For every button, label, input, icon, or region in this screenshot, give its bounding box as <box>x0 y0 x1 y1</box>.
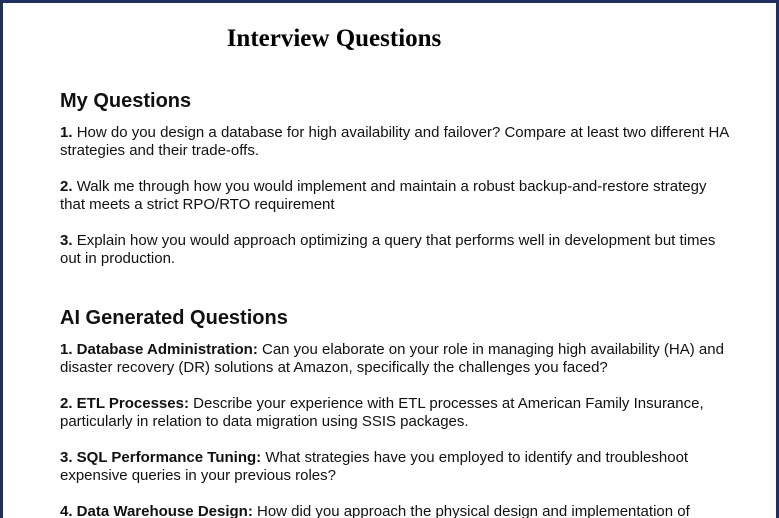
ai-question-item <box>60 449 730 485</box>
my-question-item <box>60 178 730 214</box>
ai-question-item <box>60 503 730 518</box>
question-number: 2. <box>60 178 73 195</box>
my-question-item <box>60 232 730 268</box>
my-question-item <box>60 124 730 160</box>
question-lead: 2. ETL Processes: <box>60 395 189 412</box>
my-questions-heading: My Questions <box>60 90 192 112</box>
page-title: Interview Questions <box>226 25 442 52</box>
question-lead: 4. Data Warehouse Design: <box>60 503 253 518</box>
ai-questions-heading: AI Generated Questions <box>60 307 288 329</box>
question-text: How did you approach the physical design and implementation of <box>257 503 690 518</box>
question-text: How do you design a database for high availability and failover? Compare at least two different HA strategies and their trade-offs. <box>60 124 729 159</box>
question-number: 3. <box>60 232 73 249</box>
ai-question-item <box>60 341 730 377</box>
question-number: 1. <box>60 124 73 141</box>
question-lead: 1. Database Administration: <box>60 341 258 358</box>
question-text: What strategies have you employed to identify and troubleshoot expensive queries in your previous roles? <box>60 449 689 484</box>
question-text: Walk me through how you would implement and maintain a robust backup-and-restore strategy that meets a strict RPO/RTO requirement <box>60 178 707 213</box>
question-lead: 3. SQL Performance Tuning: <box>60 449 262 466</box>
question-text: Explain how you would approach optimizing a query that performs well in development but times out in production. <box>60 232 716 267</box>
question-text: Can you elaborate on your role in managing high availability (HA) and disaster recovery (DR) solutions at Amazon, specifically the challenges you faced? <box>60 341 724 376</box>
ai-question-item <box>60 395 730 431</box>
question-text: Describe your experience with ETL processes at American Family Insurance, particularly in relation to data migration using SSIS packages. <box>60 395 704 430</box>
